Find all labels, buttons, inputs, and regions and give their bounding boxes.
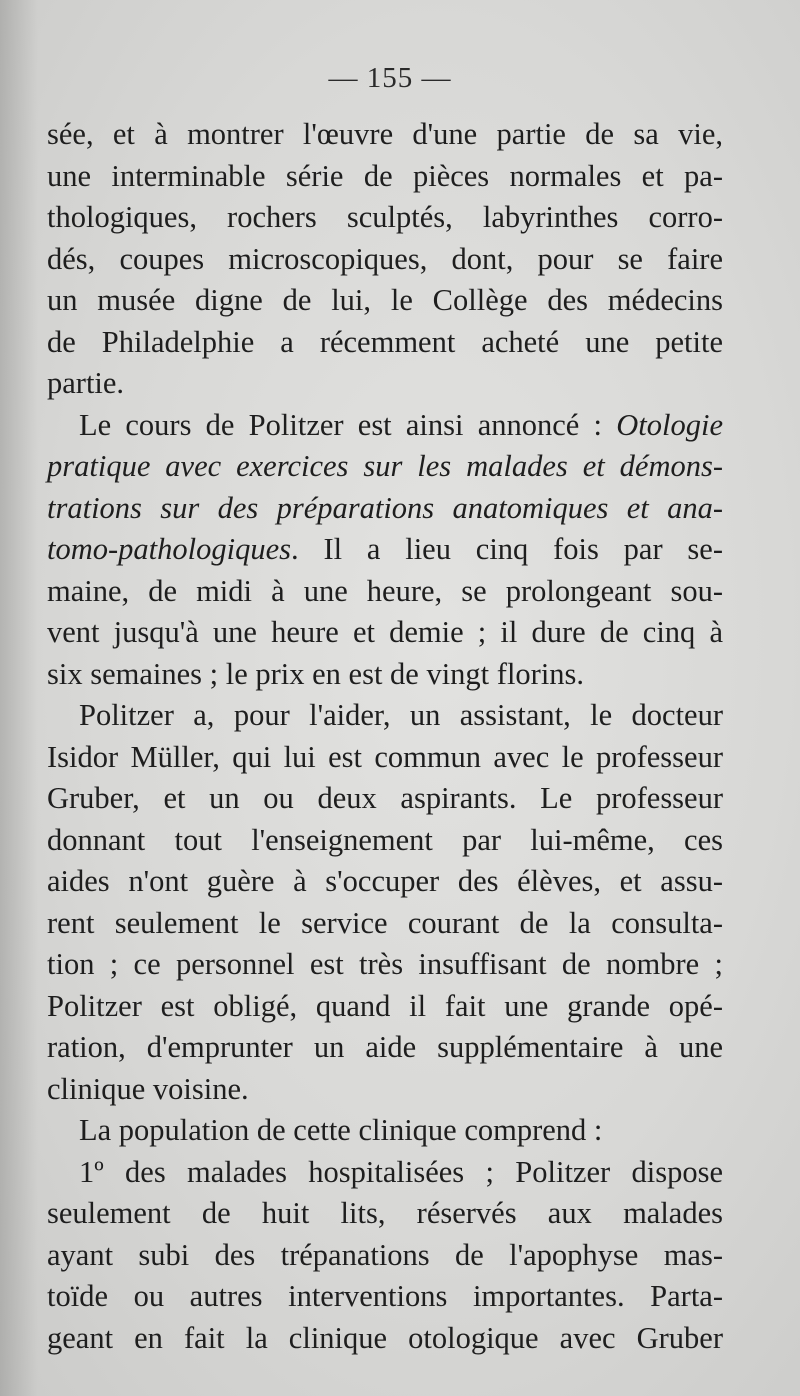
text-line: ayant subi des trépanations de l'apophyse mas- [47,1237,723,1272]
text-line: clinique voisine. [47,1071,249,1106]
italic-run: Otologie [616,407,723,442]
italic-run: pratique avec exercices sur les malades et démons- [47,449,723,483]
text-line: thologiques, rochers sculptés, labyrinthes corro- [47,200,723,234]
text-line: six semaines ; le prix en est de vingt florins. [47,656,585,691]
text-run: . Il a lieu cinq fois par se- [291,532,723,566]
text-line: une interminable série de pièces normales et pa- [47,158,723,193]
text-line: partie. [47,366,125,400]
text-line: Politzer est obligé, quand il fait une grande opé- [47,988,723,1023]
page-number: — 155 — [328,62,452,94]
text-line: donnant tout l'enseignement par lui-même, ces [47,822,723,857]
text-line: toïde ou autres interventions importantes. Parta- [47,1279,723,1313]
text-line [47,446,723,488]
text-line: La population de cette clinique comprend : [79,1113,603,1147]
text-line: dés, coupes microscopiques, dont, pour se faire [47,241,723,276]
text-line [47,405,723,447]
text-line [47,488,723,530]
text-line: un musée digne de lui, le Collège des médecins [47,283,723,317]
text-line: seulement de huit lits, réservés aux malades [47,1196,723,1230]
text-line [47,529,723,571]
text-line: maine, de midi à une heure, se prolongeant sou- [47,573,723,608]
text-line: tion ; ce personnel est très insuffisant de nombre ; [47,947,723,981]
italic-run: trations sur des préparations anatomiques et ana- [47,490,723,525]
text-line: sée, et à montrer l'œuvre d'une partie de sa vie, [47,117,723,151]
text-line: Gruber, et un ou deux aspirants. Le professeur [47,781,723,815]
italic-run: tomo-pathologiques [47,532,291,566]
text-line: Isidor Müller, qui lui est commun avec le professeur [47,739,723,774]
page-body-text [47,114,723,1359]
text-line: aides n'ont guère à s'occuper des élèves, et assu- [47,864,723,898]
text-line: rent seulement le service courant de la consulta- [47,905,723,940]
text-line: de Philadelphie a récemment acheté une petite [47,324,723,359]
text-line: Politzer a, pour l'aider, un assistant, le docteur [79,698,723,732]
text-line: ration, d'emprunter un aide supplémentaire à une [47,1030,723,1064]
text-line: vent jusqu'à une heure et demie ; il dure de cinq à [47,615,723,649]
text-line: geant en fait la clinique otologique avec Gruber [47,1320,723,1355]
text-run: Le cours de Politzer est ainsi annoncé : [79,407,617,442]
text-line: 1º des malades hospitalisées ; Politzer dispose [79,1154,723,1189]
